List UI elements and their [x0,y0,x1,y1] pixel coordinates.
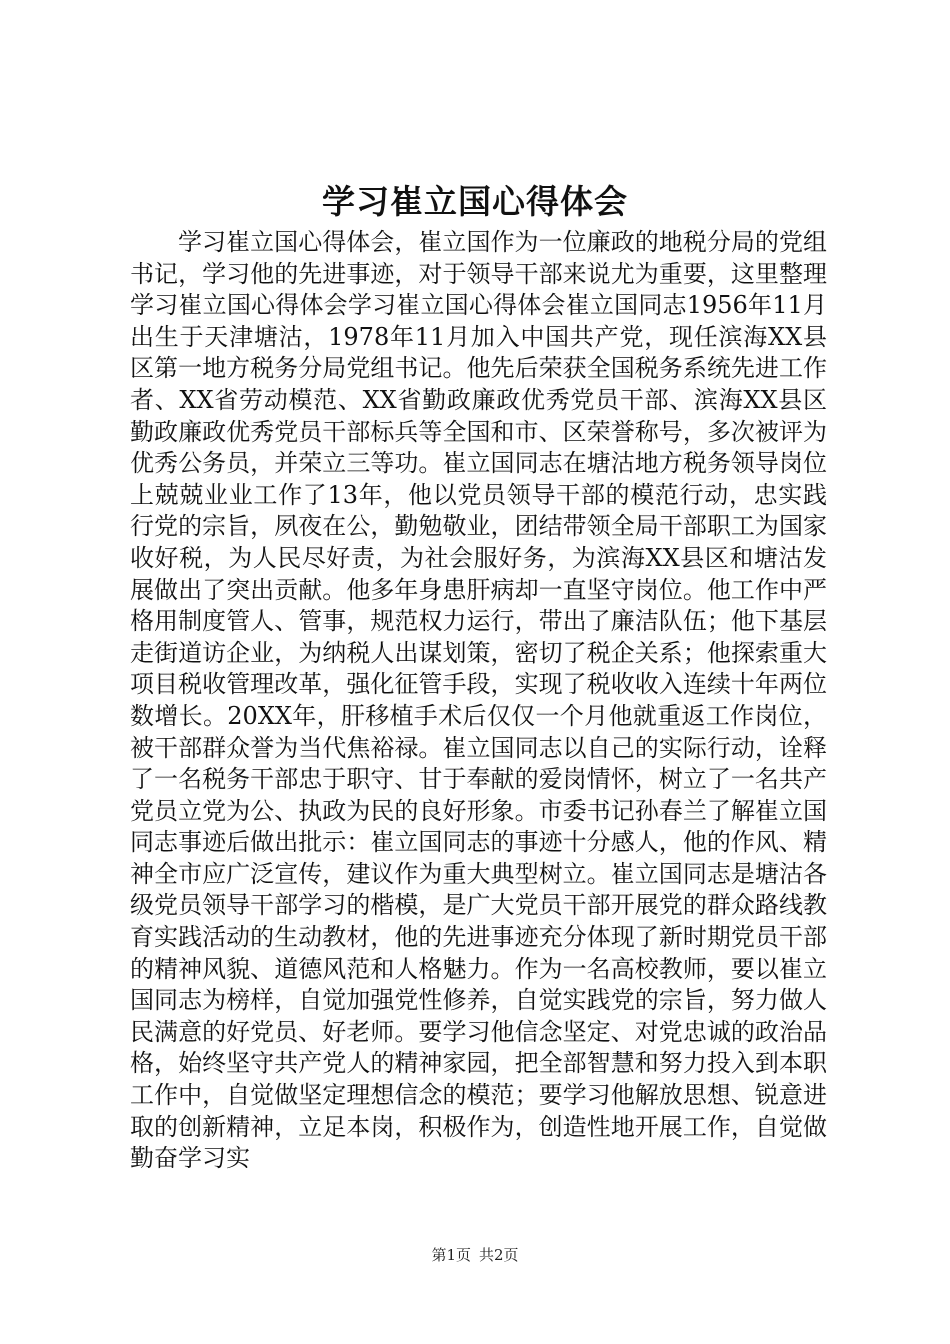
document-body: 学习崔立国心得体会，崔立国作为一位廉政的地税分局的党组书记，学习他的先进事迹，对于领导干部来说尤为重要，这里整理学习崔立国心得体会学习崔立国心得体会崔立国同志1956年11月出生于天津塘沽，1978年11月加入中国共产党，现任滨海XX县区第一地方税务分局党组书记。他先后荣获全国税务系统先进工作者、XX省劳动模范、XX省勤政廉政优秀党员干部、滨海XX县区勤政廉政优秀党员干部标兵等全国和市、区荣誉称号，多次被评为优秀公务员，并荣立三等功。崔立国同志在塘沽地方税务领导岗位上兢兢业业工作了13年，他以党员领导干部的模范行动，忠实践行党的宗旨，夙夜在公，勤勉敬业，团结带领全局干部职工为国家收好税，为人民尽好责，为社会服好务，为滨海XX县区和塘沽发展做出了突出贡献。他多年身患肝病却一直坚守岗位。他工作中严格用制度管人、管事，规范权力运行，带出了廉洁队伍；他下基层走街道访企业，为纳税人出谋划策，密切了税企关系；他探索重大项目税收管理改革，强化征管手段，实现了税收收入连续十年两位数增长。20XX年，肝移植手术后仅仅一个月他就重返工作岗位，被干部群众誉为当代焦裕禄。崔立国同志以自己的实际行动，诠释了一名税务干部忠于职守、甘于奉献的爱岗情怀，树立了一名共产党员立党为公、执政为民的良好形象。市委书记孙春兰了解崔立国同志事迹后做出批示：崔立国同志的事迹十分感人，他的作风、精神全市应广泛宣传，建议作为重大典型树立。崔立国同志是塘沽各级党员领导干部学习的楷模，是广大党员干部开展党的群众路线教育实践活动的生动教材，他的先进事迹充分体现了新时期党员干部的精神风貌、道德风范和人格魅力。作为一名高校教师，要以崔立国同志为榜样，自觉加强党性修养，自觉实践党的宗旨，努力做人民满意的好党员、好老师。要学习他信念坚定、对党忠诚的政治品格，始终坚守共产党人的精神家园，把全部智慧和努力投入到本职工作中，自觉做坚定理想信念的模范；要学习他解放思想、锐意进取的创新精神，立足本岗，积极作为，创造性地开展工作，自觉做勤奋学习实 [130,228,827,1173]
document-title: 学习崔立国心得体会 [322,182,628,221]
page-number: 第1页 [431,1246,471,1264]
page-total: 共2页 [479,1246,519,1264]
page-footer [0,1245,950,1265]
